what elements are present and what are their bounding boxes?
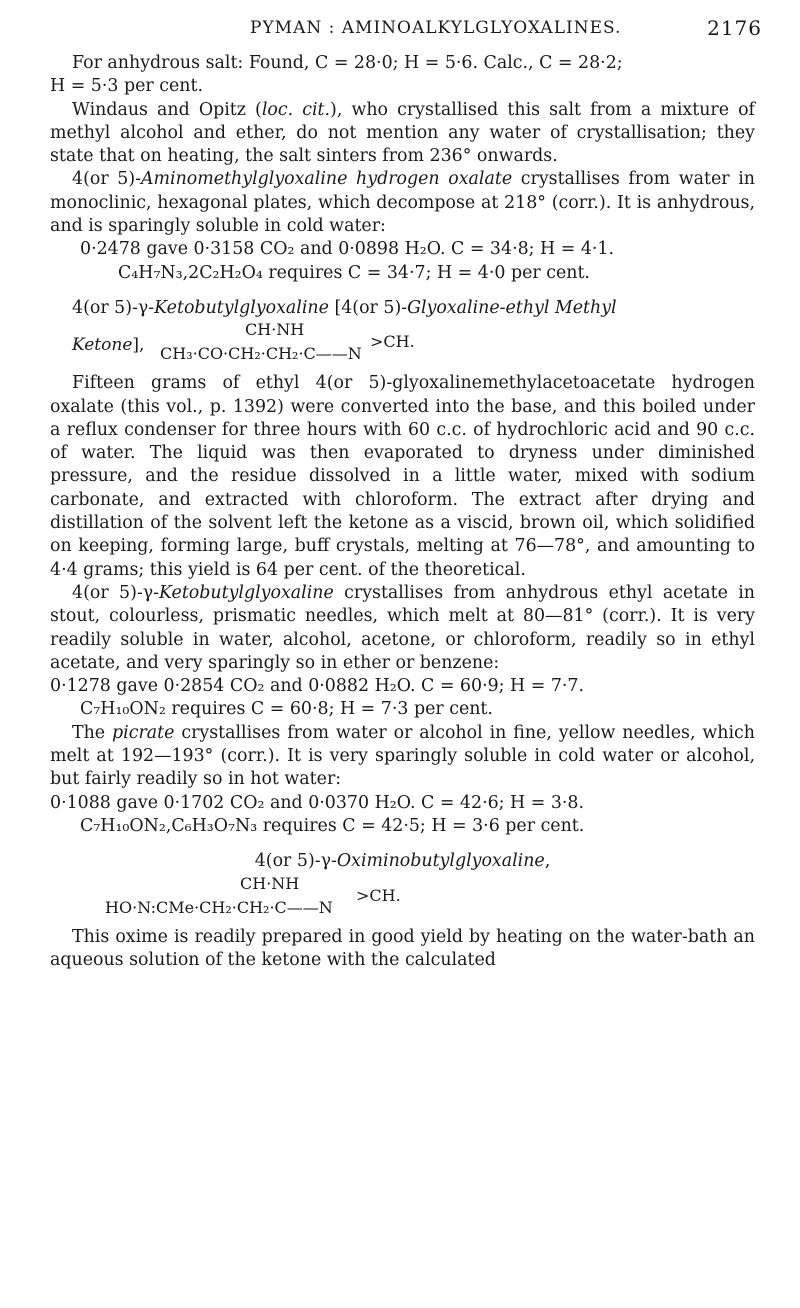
formula-line: C₇H₁₀ON₂ requires C = 60·8; H = 7·3 per cent.	[80, 699, 493, 720]
paragraph: Windaus and Opitz (loc. cit.), who crystallised this salt from a mixture of methyl alcohol and ether, do not mention any water of crystallisation; they state that on heating, the salt sinters from 236° onwards.	[50, 99, 755, 167]
formula-line: C₇H₁₀ON₂,C₆H₃O₇N₃ requires C = 42·5; H = 3·6 per cent.	[80, 815, 585, 836]
body-text	[50, 52, 755, 972]
structural-formula	[50, 320, 755, 372]
paragraph: 4(or 5)-Aminomethylglyoxaline hydrogen oxalate crystallises from water in monoclinic, hexagonal plates, which decompose at 218° (corr.). It is anhydrous, and is sparingly soluble in cold water:	[50, 169, 755, 237]
paragraph: The picrate crystallises from water or alcohol in fine, yellow needles, which melt at 192—193° (corr.). It is very sparingly soluble in cold water or alcohol, but fairly readily so in hot water:	[50, 722, 755, 790]
structural-formula	[50, 874, 755, 926]
formula-ring-right: >CH.	[356, 885, 401, 905]
paragraph: Fifteen grams of ethyl 4(or 5)-glyoxalinemethylacetoacetate hydrogen oxalate (this vol., p. 1392) were converted into the base, and this boiled under a reflux condenser for three hours with 60 c.c. of hydrochloric acid and 90 c.c. of water. The liquid was then evaporated to dryness under diminished pressure, and the residue dissolved in a little water, mixed with sodium carbonate, and extracted with chloroform. The extract after drying and distillation of the solvent left the ketone as a viscid, brown oil, which solidified on keeping, forming large, buff crystals, melting at 76—78°, and amounting to 4·4 grams; this yield is 64 per cent. of the theoretical.	[50, 373, 755, 580]
analysis-line: For anhydrous salt: Found, C = 28·0; H = 5·6. Calc., C = 28·2;	[72, 53, 623, 73]
page-number: 2176	[707, 16, 762, 40]
header-title: PYMAN : AMINOALKYLGLYOXALINES.	[250, 18, 622, 38]
running-header	[0, 12, 800, 42]
analysis-line: 0·2478 gave 0·3158 CO₂ and 0·0898 H₂O. C = 34·8; H = 4·1.	[80, 239, 615, 260]
heading-continuation: Ketone],	[72, 335, 145, 356]
formula-ring-top: CH·NH	[240, 873, 300, 893]
analysis-line: 0·1278 gave 0·2854 CO₂ and 0·0882 H₂O. C = 60·9; H = 7·7.	[50, 676, 585, 697]
formula-ring-right: >CH.	[370, 332, 415, 352]
analysis-line: 0·1088 gave 0·1702 CO₂ and 0·0370 H₂O. C = 42·6; H = 3·8.	[50, 792, 585, 813]
formula-chain: HO·N:CMe·CH₂·CH₂·C——N	[105, 897, 333, 917]
paragraph: 4(or 5)-γ-Ketobutylglyoxaline crystallises from anhydrous ethyl acetate in stout, colourless, prismatic needles, which melt at 80—81° (corr.). It is very readily soluble in water, alcohol, acetone, or chloroform, readily so in ethyl acetate, and very sparingly so in ether or benzene:	[50, 582, 755, 673]
section-heading: 4(or 5)-γ-Ketobutylglyoxaline [4(or 5)-Glyoxaline-ethyl Methyl	[72, 297, 617, 318]
analysis-line: H = 5·3 per cent.	[50, 76, 203, 97]
formula-ring-top: CH·NH	[245, 320, 305, 340]
section-heading: 4(or 5)-γ-Oximinobutylglyoxaline,	[254, 851, 551, 872]
formula-line: C₄H₇N₃,2C₂H₂O₄ requires C = 34·7; H = 4·0 per cent.	[118, 262, 590, 283]
paragraph: This oxime is readily prepared in good yield by heating on the water-bath an aqueous solution of the ketone with the calculated	[50, 926, 755, 970]
formula-chain: CH₃·CO·CH₂·CH₂·C——N	[160, 344, 362, 364]
